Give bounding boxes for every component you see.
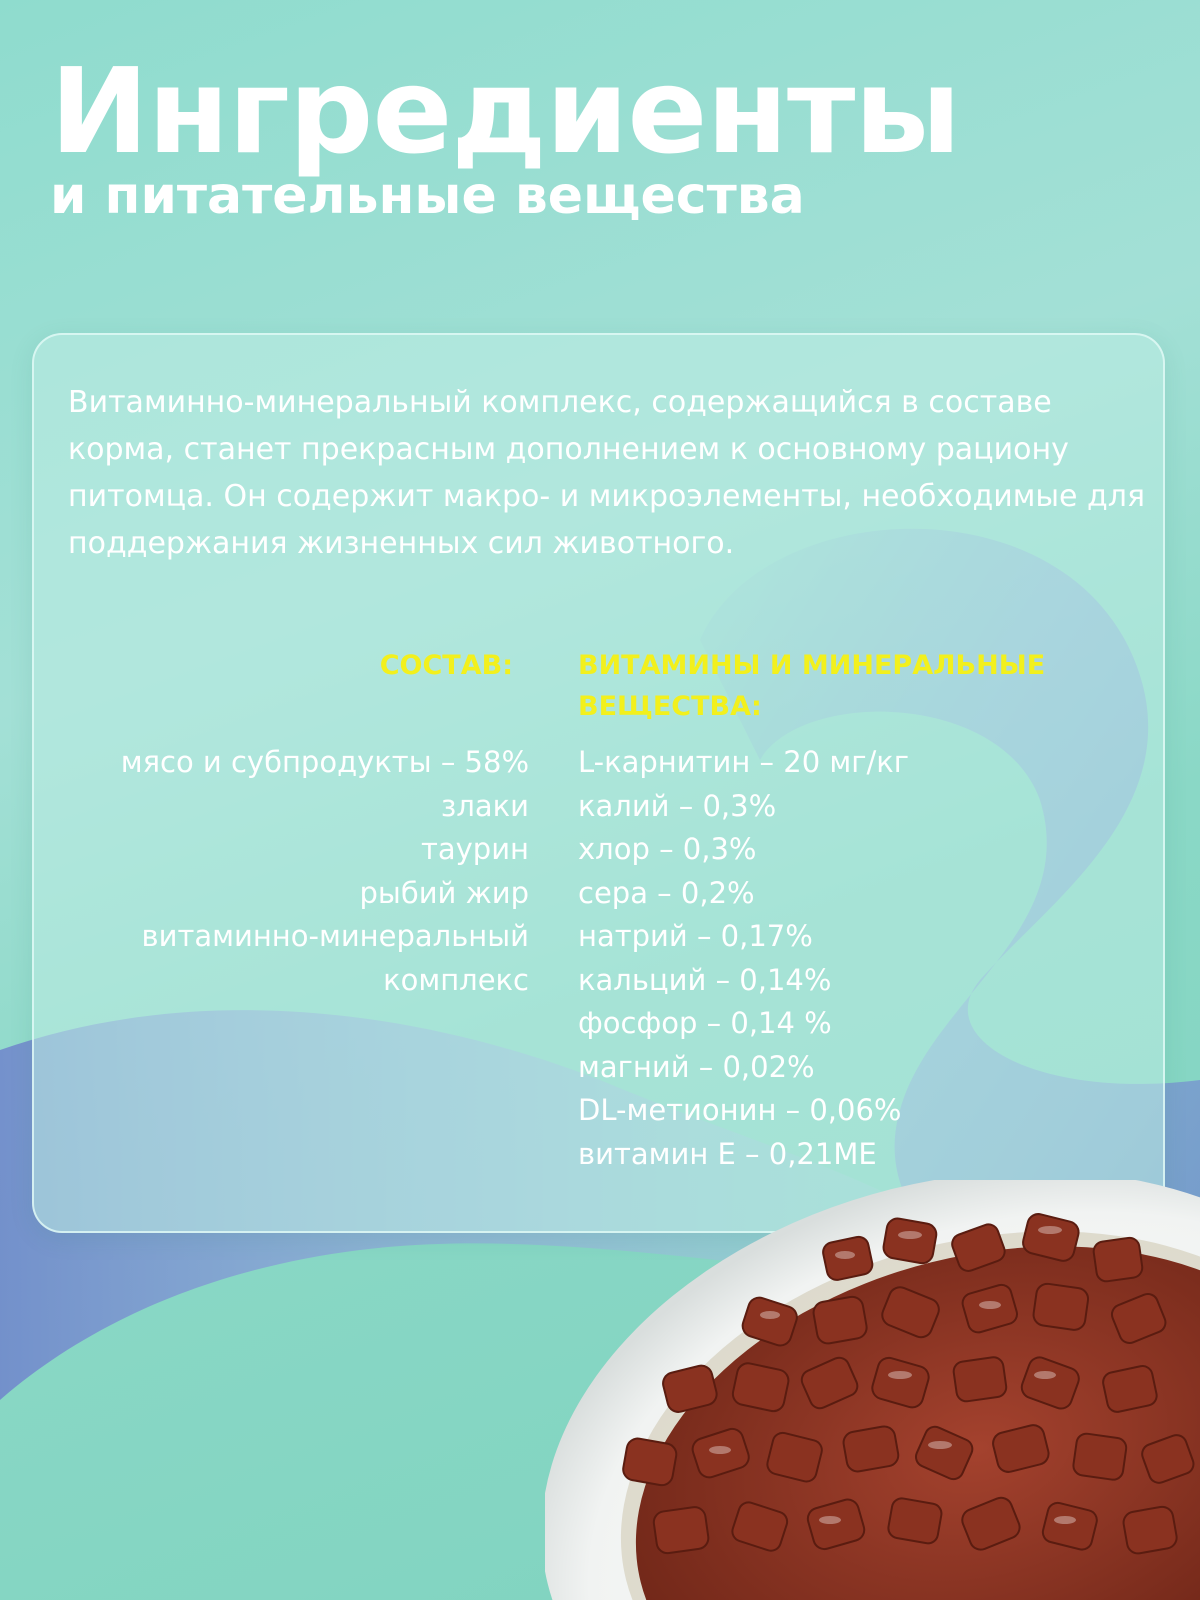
composition-list bbox=[121, 741, 529, 1002]
page-title: Ингредиенты bbox=[50, 42, 961, 180]
list-item: калий – 0,3% bbox=[578, 788, 777, 823]
intro-text: Витаминно-минеральный комплекс, содержащийся в составе корма, станет прекрасным дополнением к основному рациону питомца. Он содержит макро- и микроэлементы, необходимые для поддержания жизненных сил животного. bbox=[68, 385, 1145, 561]
list-item: хлор – 0,3% bbox=[578, 832, 757, 866]
list-item: фосфор – 0,14 % bbox=[578, 1006, 832, 1040]
list-item: комплекс bbox=[383, 962, 529, 997]
list-item: кальций – 0,14% bbox=[578, 962, 832, 997]
list-item: DL-метионин – 0,06% bbox=[578, 1093, 902, 1127]
list-item: таурин bbox=[420, 832, 529, 866]
composition-title: СОСТАВ: bbox=[379, 650, 513, 681]
list-item: сера – 0,2% bbox=[578, 875, 755, 910]
list-item: магний – 0,02% bbox=[578, 1049, 815, 1084]
vitamins-column bbox=[578, 645, 1078, 1176]
list-item: натрий – 0,17% bbox=[578, 919, 813, 953]
list-item: витамин Е – 0,21МЕ bbox=[578, 1136, 877, 1171]
list-item: рыбий жир bbox=[359, 875, 529, 910]
composition-column bbox=[121, 645, 529, 1002]
list-item: витаминно-минеральный bbox=[141, 919, 529, 953]
page-subtitle: и питательные вещества bbox=[50, 166, 805, 226]
vitamins-title: ВИТАМИНЫ И МИНЕРАЛЬНЫЕ ВЕЩЕСТВА: bbox=[578, 650, 1046, 722]
vitamins-list bbox=[578, 741, 1078, 1176]
list-item: L-карнитин – 20 мг/кг bbox=[578, 745, 910, 779]
food-bowl-image bbox=[545, 1180, 1200, 1600]
list-item: злаки bbox=[440, 788, 529, 823]
info-card bbox=[32, 333, 1165, 1233]
list-item: мясо и субпродукты – 58% bbox=[120, 745, 529, 779]
